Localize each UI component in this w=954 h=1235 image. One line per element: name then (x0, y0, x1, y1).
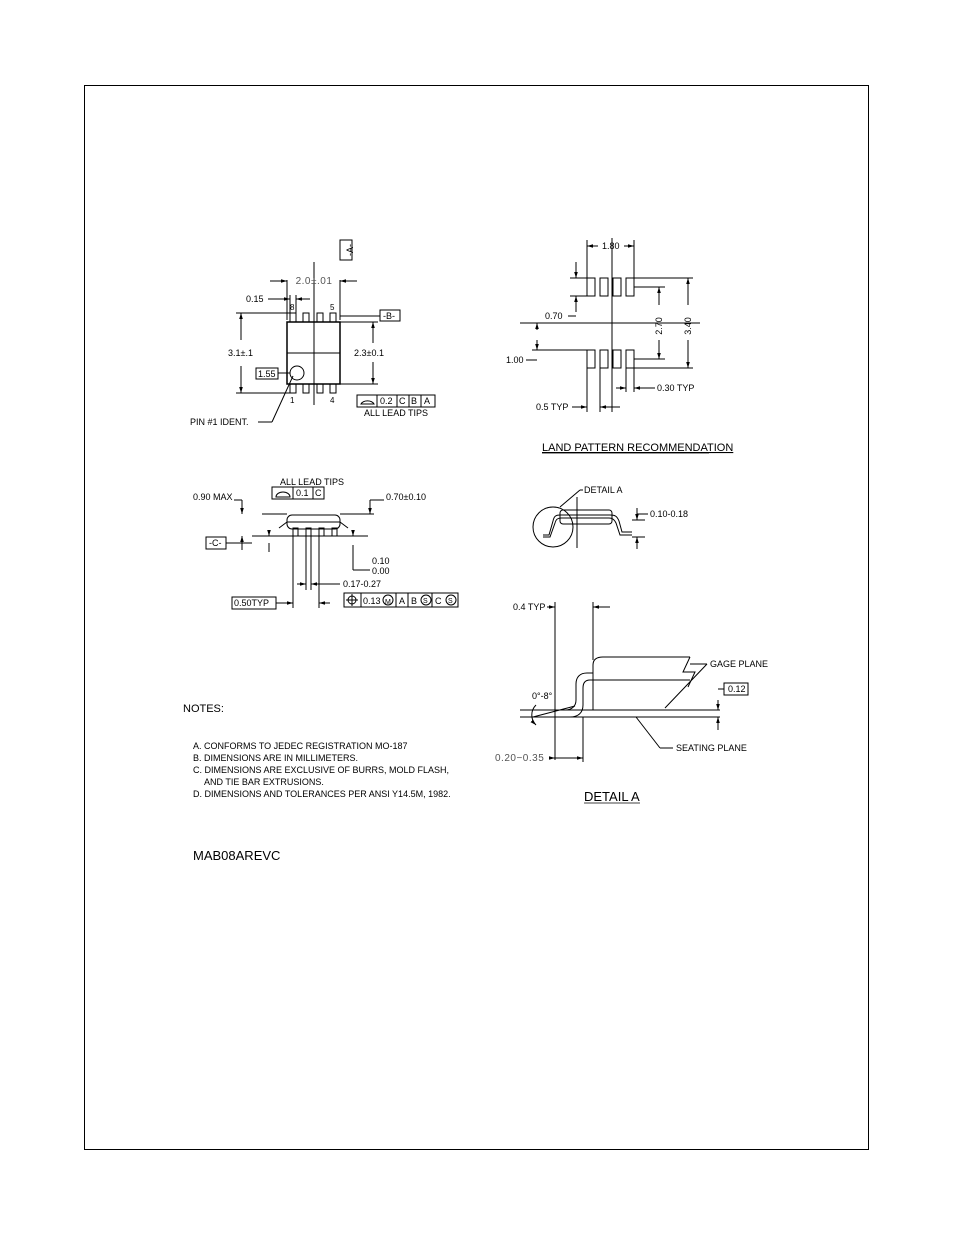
pin-4-label: 4 (330, 396, 335, 405)
body-height-label: 2.3±0.1 (354, 348, 384, 358)
note-d: D. DIMENSIONS AND TOLERANCES PER ANSI Y14.5M, 1982. (193, 789, 451, 799)
body-thickness-label: 0.70±0.10 (386, 492, 426, 502)
pin1-ident-label: PIN #1 IDENT. (190, 417, 249, 427)
profile-tol-c: C (399, 396, 406, 406)
note-b: B. DIMENSIONS ARE IN MILLIMETERS. (193, 753, 359, 763)
position-tol-b: B (411, 596, 418, 606)
profile-tol-b: B (411, 396, 418, 406)
profile-tol-a: A (424, 396, 431, 406)
top-view (236, 240, 435, 422)
foot-length-label: 0.20−0.35 (495, 753, 545, 764)
document-code: MAB08AREVC (193, 848, 281, 863)
max-height-label: 0.90 MAX (193, 492, 233, 502)
land-340-label: 3.40 (683, 317, 693, 335)
pin-1-label: 1 (290, 396, 295, 405)
position-tol-a: A (399, 596, 406, 606)
box-155-label: 1.55 (258, 369, 276, 379)
datum-a-label: -A- (345, 244, 355, 256)
side-view (206, 487, 458, 609)
position-tol-m: M (385, 599, 391, 606)
overall-height-label: 3.1±.1 (228, 348, 253, 358)
land-05-label: 0.5 TYP (536, 402, 569, 412)
notes-list (193, 740, 451, 800)
width-dim-label: 2.0±.01 (295, 276, 333, 287)
land-pattern-title: LAND PATTERN RECOMMENDATION (542, 442, 734, 454)
pitch-label: 0.50TYP (234, 598, 270, 608)
detail-typ-label: 0.4 TYP (513, 602, 546, 612)
land-pattern-text (506, 241, 733, 454)
standoff-bottom: 0.00 (372, 566, 390, 576)
top-view-text (190, 244, 430, 427)
pin-5-label: 5 (330, 303, 335, 312)
position-tol-s1: S (423, 598, 428, 605)
flatness-c: C (315, 488, 322, 498)
datum-b-label: -B- (383, 311, 395, 321)
land-270-label: 2.70 (654, 317, 664, 335)
position-tol-value: 0.13 (363, 596, 381, 606)
land-030-label: 0.30 TYP (657, 383, 695, 393)
detail-a-title: DETAIL A (584, 789, 640, 804)
flatness-012-label: 0.12 (728, 684, 746, 694)
datum-c-label: -C- (209, 538, 222, 548)
all-lead-tips-label: ALL LEAD TIPS (364, 408, 429, 418)
position-tol-c: C (435, 596, 442, 606)
detail-a (520, 602, 748, 762)
lead-width-label: 0.15 (246, 294, 264, 304)
note-c-line1: C. DIMENSIONS ARE EXCLUSIVE OF BURRS, MOLD FLASH, (193, 765, 450, 775)
side-all-lead-tips: ALL LEAD TIPS (280, 477, 345, 487)
note-a: A. CONFORMS TO JEDEC REGISTRATION MO-187 (193, 741, 408, 751)
lead-thickness-label: 0.10-0.18 (650, 509, 689, 519)
standoff-top: 0.10 (372, 556, 390, 566)
lead-range-label: 0.17-0.27 (343, 579, 382, 589)
detail-a-text (495, 602, 768, 804)
detail-a-small (533, 490, 648, 549)
seating-plane-label: SEATING PLANE (676, 743, 747, 753)
notes-title: NOTES: (183, 703, 224, 715)
note-c-line2: AND TIE BAR EXTRUSIONS. (204, 777, 324, 787)
land-100-label: 1.00 (506, 355, 524, 365)
flatness-value: 0.1 (296, 488, 309, 498)
position-tol-s2: S (448, 598, 453, 605)
angle-label: 0°-8° (532, 691, 553, 701)
land-180-label: 1.80 (602, 241, 620, 251)
detail-a-callout: DETAIL A (584, 485, 623, 495)
detail-a-small-text (584, 485, 688, 519)
gage-plane-label: GAGE PLANE (710, 659, 769, 669)
profile-tol-value: 0.2 (380, 396, 393, 406)
land-070-label: 0.70 (545, 311, 563, 321)
pin-8-label: 8 (290, 303, 295, 312)
